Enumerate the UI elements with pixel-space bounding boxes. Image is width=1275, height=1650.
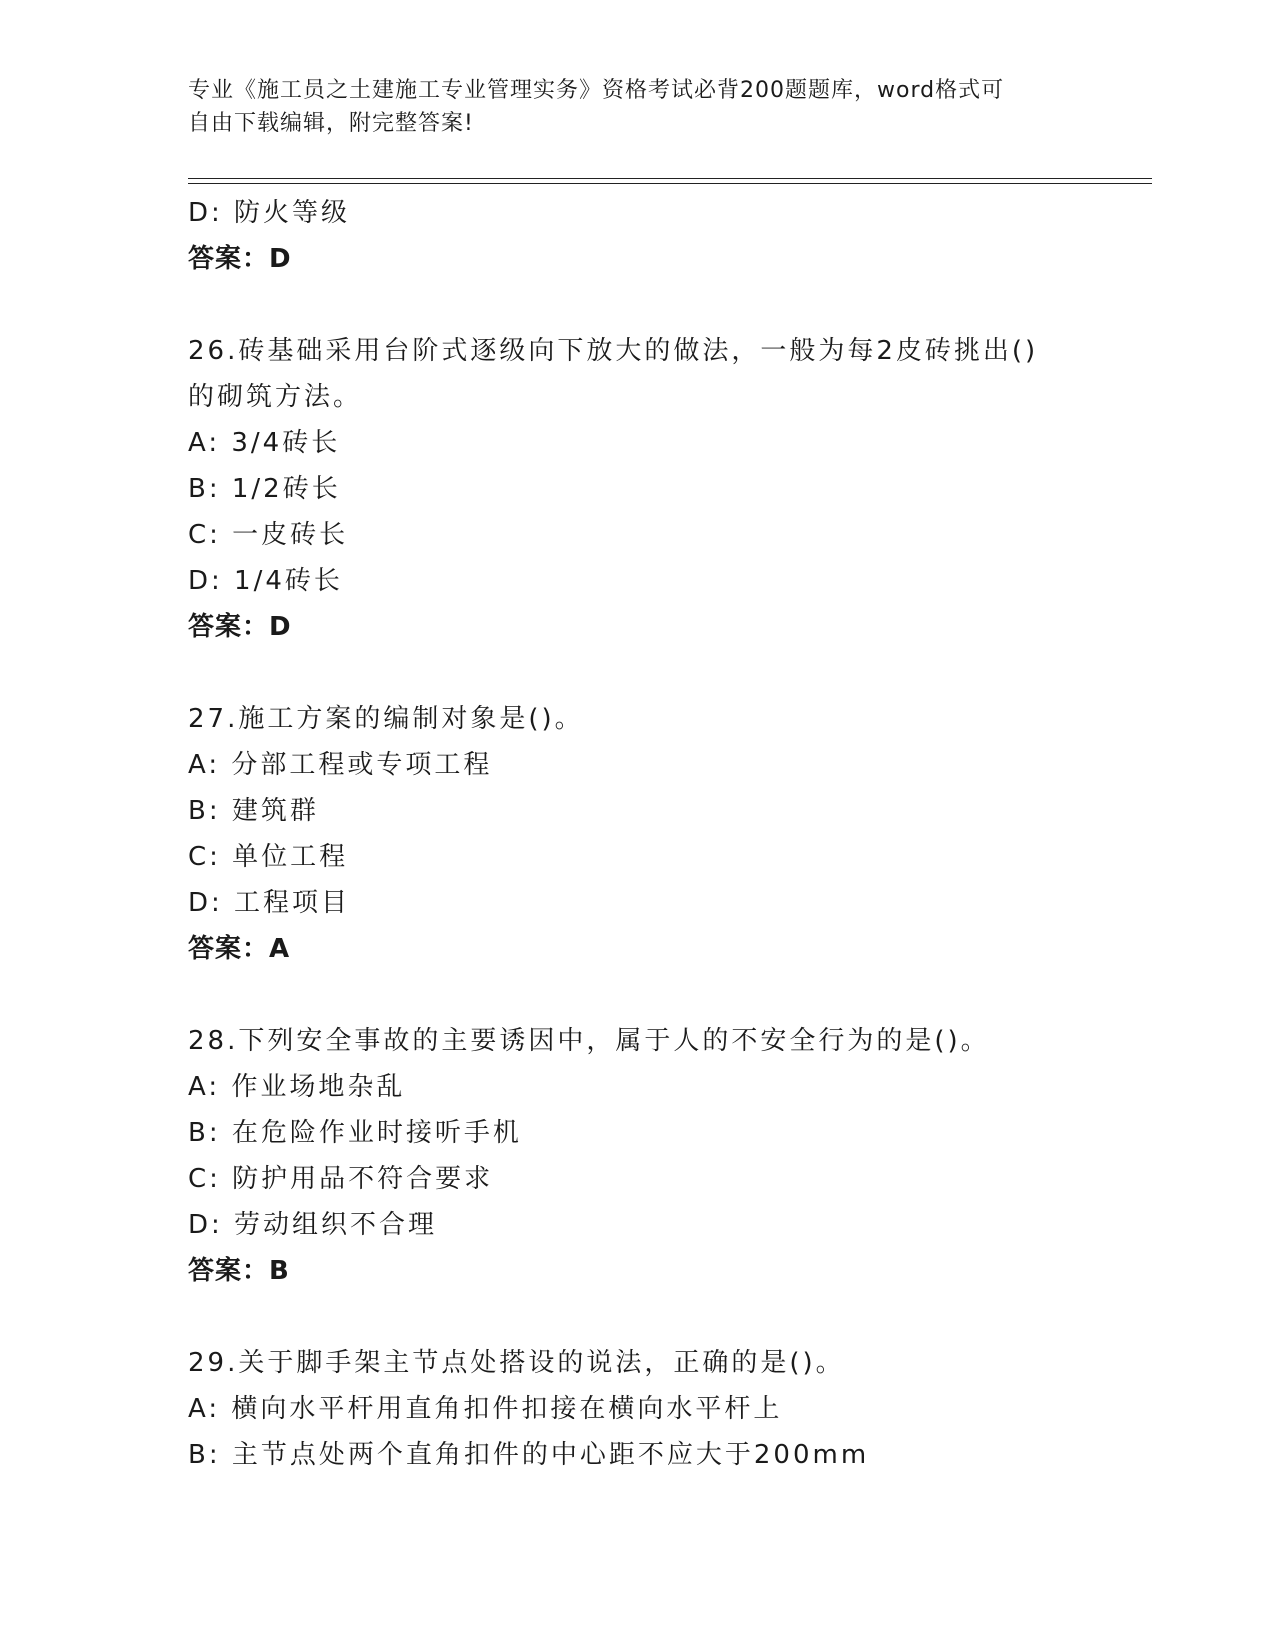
answer: 答案：D <box>188 612 292 642</box>
question-28 <box>188 1018 1088 1294</box>
option-d: D: 劳动组织不合理 <box>188 1210 438 1240</box>
spacer <box>188 972 1088 1018</box>
option-d: D: 工程项目 <box>188 888 351 918</box>
spacer <box>188 1294 1088 1340</box>
option-b: B: 主节点处两个直角扣件的中心距不应大于200mm <box>188 1440 870 1470</box>
question-stem-continued: 的砌筑方法。 <box>188 382 363 412</box>
option-a: A: 分部工程或专项工程 <box>188 750 493 780</box>
option-b: B: 1/2砖长 <box>188 474 341 504</box>
option-a: A: 横向水平杆用直角扣件扣接在横向水平杆上 <box>188 1394 783 1424</box>
prev-answer: 答案：D <box>188 244 292 274</box>
question-stem: 28.下列安全事故的主要诱因中，属于人的不安全行为的是()。 <box>188 1026 990 1056</box>
option-d: D: 1/4砖长 <box>188 566 343 596</box>
header-title-line-1: 专业《施工员之土建施工专业管理实务》资格考试必背200题题库，word格式可 <box>188 78 1005 103</box>
document-header <box>188 74 1078 140</box>
header-divider-bottom <box>188 183 1152 184</box>
option-b: B: 在危险作业时接听手机 <box>188 1118 522 1148</box>
option-c: C: 单位工程 <box>188 842 349 872</box>
option-a: A: 3/4砖长 <box>188 428 341 458</box>
answer: 答案：A <box>188 934 291 964</box>
question-26 <box>188 328 1088 650</box>
spacer <box>188 650 1088 696</box>
question-27 <box>188 696 1088 972</box>
document-body <box>188 190 1088 1478</box>
header-divider-top <box>188 178 1152 179</box>
question-stem: 29.关于脚手架主节点处搭设的说法，正确的是()。 <box>188 1348 845 1378</box>
answer: 答案：B <box>188 1256 290 1286</box>
question-29 <box>188 1340 1088 1478</box>
option-c: C: 防护用品不符合要求 <box>188 1164 494 1194</box>
option-c: C: 一皮砖长 <box>188 520 349 550</box>
prev-option-d: D: 防火等级 <box>188 198 351 228</box>
option-b: B: 建筑群 <box>188 796 319 826</box>
option-a: A: 作业场地杂乱 <box>188 1072 406 1102</box>
question-stem: 27.施工方案的编制对象是()。 <box>188 704 584 734</box>
header-title-line-2: 自由下载编辑，附完整答案! <box>188 111 474 136</box>
spacer <box>188 282 1088 328</box>
question-stem: 26.砖基础采用台阶式逐级向下放大的做法，一般为每2皮砖挑出() <box>188 336 1039 366</box>
